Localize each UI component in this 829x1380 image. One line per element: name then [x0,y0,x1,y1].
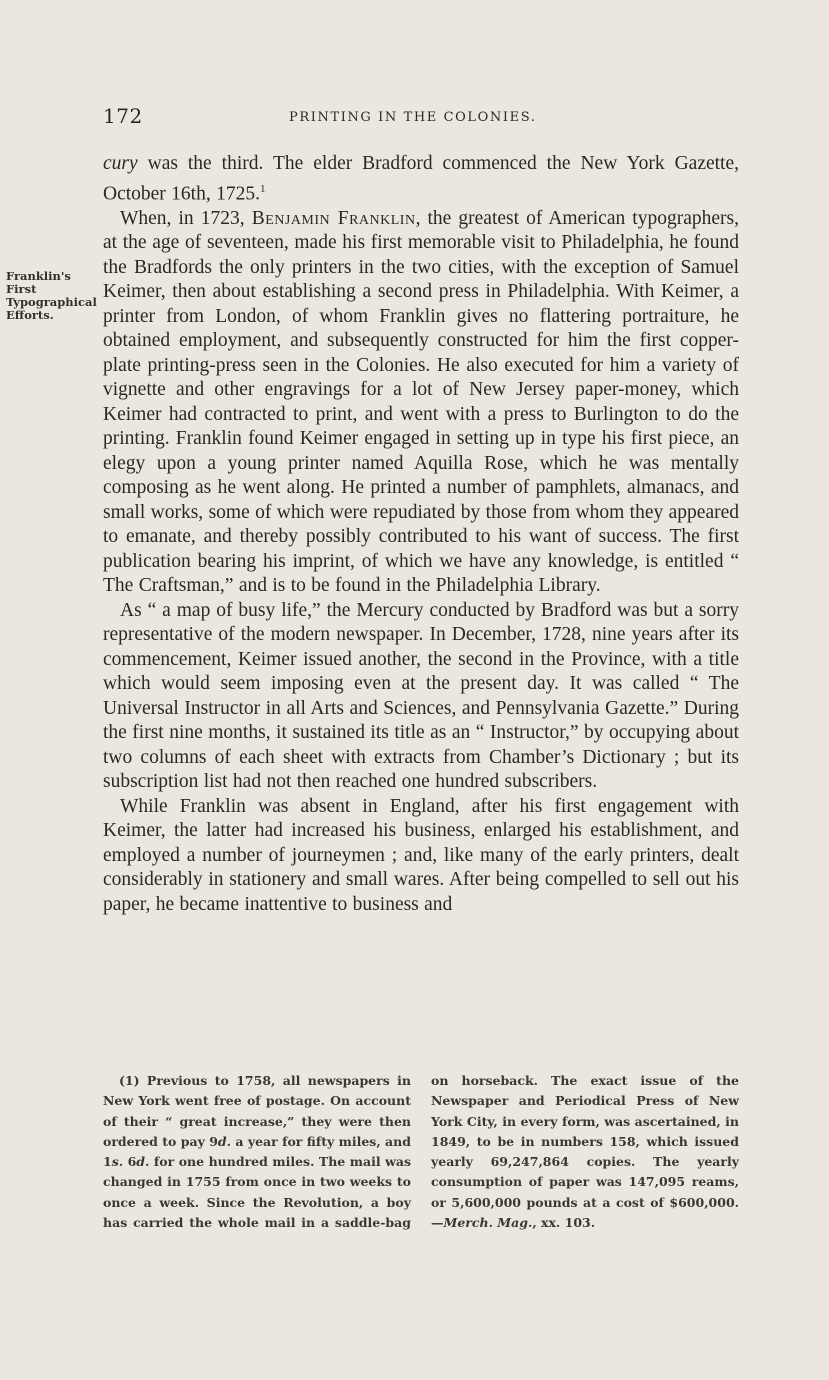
footnote-italic-s1: s. [111,1154,124,1170]
footnote-text-3: 6 [123,1154,137,1170]
main-text [103,152,739,917]
footnote-block [103,1071,739,1233]
footnote-text-5: , xx. 103. [532,1215,596,1231]
margin-note-text: Franklin's First Typographical Efforts. [6,269,97,322]
footnote-italic-d2: d. [136,1154,150,1170]
paragraph-2-start: When, in 1723, [120,207,252,229]
paragraph-4: While Franklin was absent in England, after his first engagement with Keimer, the latter had increased his business, enlarged his establishment, and employed a number of journeymen ; and, like many of the early printers, dealt considerably in stationery and small wares. After being compelled to sell out his paper, he became inattentive to business and [103,795,739,915]
footnote-1 [103,1071,739,1233]
margin-note [6,269,97,322]
paragraph-1 [103,152,739,207]
paragraph-3: As “ a map of busy life,” the Mercury conducted by Bradford was but a sorry representative of the modern newspaper. In December, 1728, nine years after its commencement, Keimer issued another, the second in the Province, with a title which would seem imposing even at the present day. It was called “ The Universal Instructor in all Arts and Sciences, and Pennsylvania Gazette.” During the first nine months, it sustained its title as an “ Instructor,” by occupying about two columns of each sheet with extracts from Chamber’s Dictionary ; but its subscription list had not then reached one hundred subscribers. [103,599,739,792]
footnote-text-1: (1) Previous to 1758, all newspapers in New York went free of postage. On account of their “ great increase,” they were then ordered to pay 9 [103,1073,411,1149]
page-header [103,104,739,130]
franklin-name: Benjamin Franklin [251,207,416,229]
footnote-italic-d1: d. [217,1133,231,1149]
paragraph-2 [103,207,739,599]
running-title: PRINTING IN THE COLONIES. [289,110,537,125]
footnote-text-4: for one hundred miles. The mail was changed in 1755 from once in two weeks to once a week. Since the Revolution, a boy has carried the whole mail in a saddle-bag on horseback. The exact issue of the Newspaper and Periodical Press of New York City, in every form, was ascertained, in 1849, to be in numbers 158, which issued yearly 69,247,864 copies. The yearly consumption of paper was 147,095 reams, or 5,600,000 pounds at a cost of $600,000.— [103,1073,739,1231]
footnote-ref: 1 [259,182,266,195]
paragraph-1-text: was the third. The elder Bradford commenced the New York Gazette, October 16th, 1725. [103,153,739,204]
paragraph-2-text: , the greatest of American typographers, at the age of seventeen, made his first memorable visit to Philadelphia, he found the Bradfords the only printers in the two cities, with the exception of Samuel Keimer, then about establishing a second press in Philadelphia. With Keimer, a printer from London, of whom Franklin gives no flattering portraiture, he obtained employment, and subsequently constructed for him the first copper-plate printing-press seen in the Colonies. He also executed for him a variety of vignette and other engravings for a lot of New Jersey paper-money, which Keimer had contracted to print, and went with a press to Burlington to do the printing. Franklin found Keimer engaged in setting up in type his first piece, an elegy upon a young printer named Aquilla Rose, which he was mentally composing as he went along. He printed a number of pamphlets, almanacs, and small works, some of which were repudiated by those from whom they appeared to emanate, and thereby possibly contributed to his want of success. The first publication bearing his imprint, of which we have any knowledge, is entitled “ The Craftsman,” and is to be found in the Philadelphia Library. [103,207,739,596]
italic-fragment: cury [103,153,138,174]
footnote-text-2: a year for fifty miles, and 1 [103,1133,411,1170]
footnote-source: Merch. Mag. [443,1215,533,1231]
page-number: 172 [103,104,143,128]
